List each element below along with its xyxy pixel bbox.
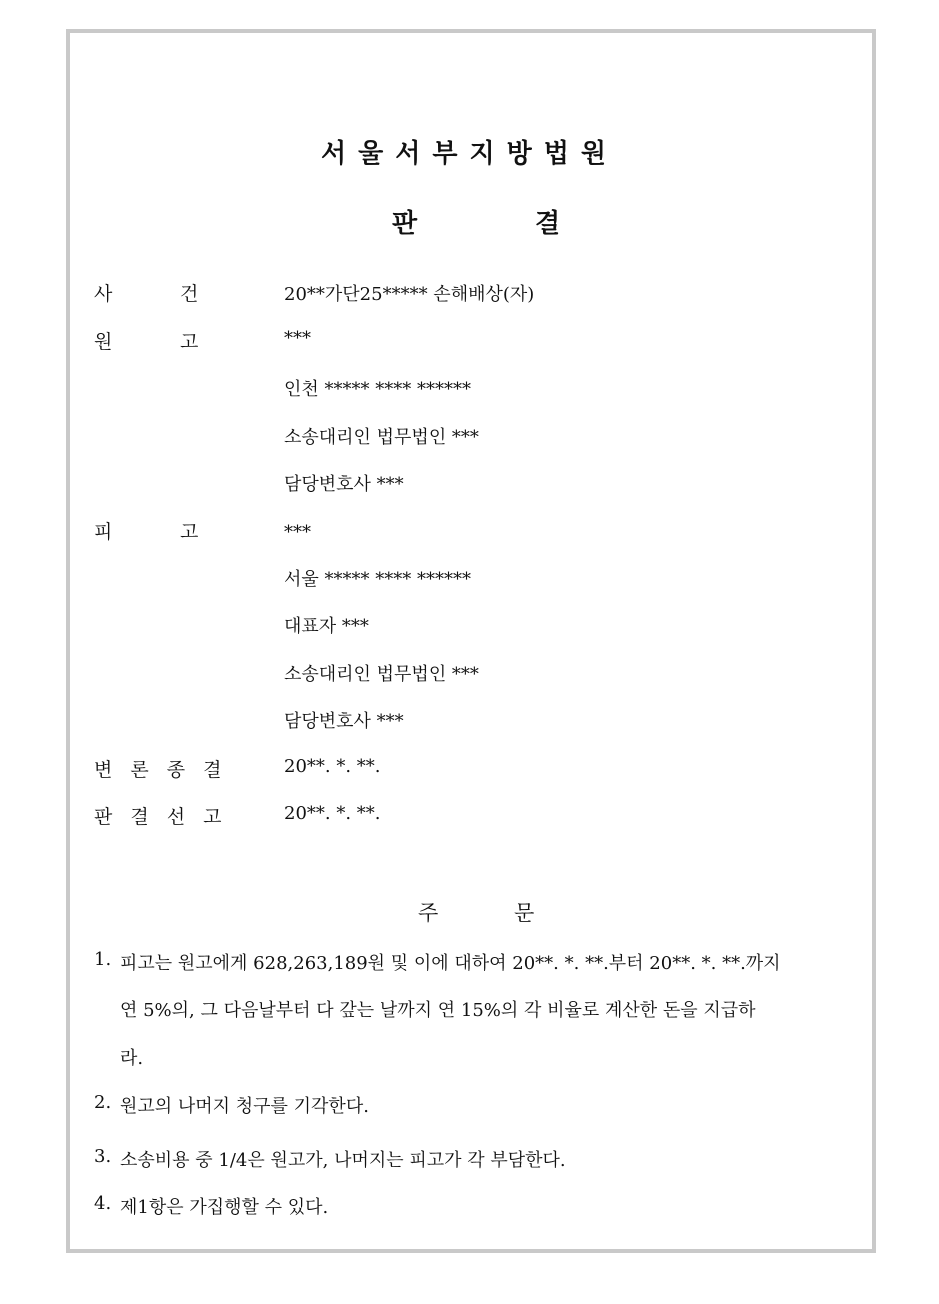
plaintiff-label-2: 고 [180,331,203,353]
order-title-char-2: 문 [514,901,535,925]
judgment-date: 20**. *. **. [284,803,381,824]
document-border [66,29,876,1253]
defendant-law-firm: 소송대리인 법무법인 *** [284,664,479,685]
defendant-name: *** [284,522,311,543]
plaintiff-law-firm: 소송대리인 법무법인 *** [284,427,479,448]
defendant-attorney: 담당변호사 *** [284,711,404,732]
order-1-number: 1. [94,949,112,970]
defendant-address: 서울 ***** **** ****** [284,569,471,590]
order-1-line-1: 피고는 원고에게 628,263,189원 및 이에 대하여 20**. *. **.부터 20**. *. **.까지 [120,953,781,974]
hearing-end-label: 변 론 종 결 [94,759,228,781]
hearing-end-date: 20**. *. **. [284,756,381,777]
defendant-representative: 대표자 *** [284,616,369,637]
order-3-number: 3. [94,1146,112,1167]
order-1-line-3: 라. [120,1048,144,1069]
court-name: 서울서부지방법원 [321,139,618,169]
order-title-char-1: 주 [418,901,439,925]
plaintiff-name: *** [284,328,311,349]
defendant-label-1: 피 [94,521,117,543]
plaintiff-address: 인천 ***** **** ****** [284,379,471,400]
order-2-text: 원고의 나머지 청구를 기각한다. [120,1096,369,1117]
order-1-line-2: 연 5%의, 그 다음날부터 다 갚는 날까지 연 15%의 각 비율로 계산한 돈을 지급하 [120,1000,756,1021]
case-value: 20**가단25***** 손해배상(자) [284,284,535,305]
judgment-date-label: 판 결 선 고 [94,806,228,828]
order-2-number: 2. [94,1092,112,1113]
order-3-text: 소송비용 중 1/4은 원고가, 나머지는 피고가 각 부담한다. [120,1150,566,1171]
order-4-text: 제1항은 가집행할 수 있다. [120,1197,329,1218]
doc-title-char-1: 판 [392,209,418,239]
case-label-1: 사 [94,283,117,305]
plaintiff-attorney: 담당변호사 *** [284,474,404,495]
doc-title-char-2: 결 [535,209,561,239]
defendant-label-2: 고 [180,521,203,543]
case-label-2: 건 [180,283,203,305]
plaintiff-label-1: 원 [94,331,117,353]
order-4-number: 4. [94,1193,112,1214]
